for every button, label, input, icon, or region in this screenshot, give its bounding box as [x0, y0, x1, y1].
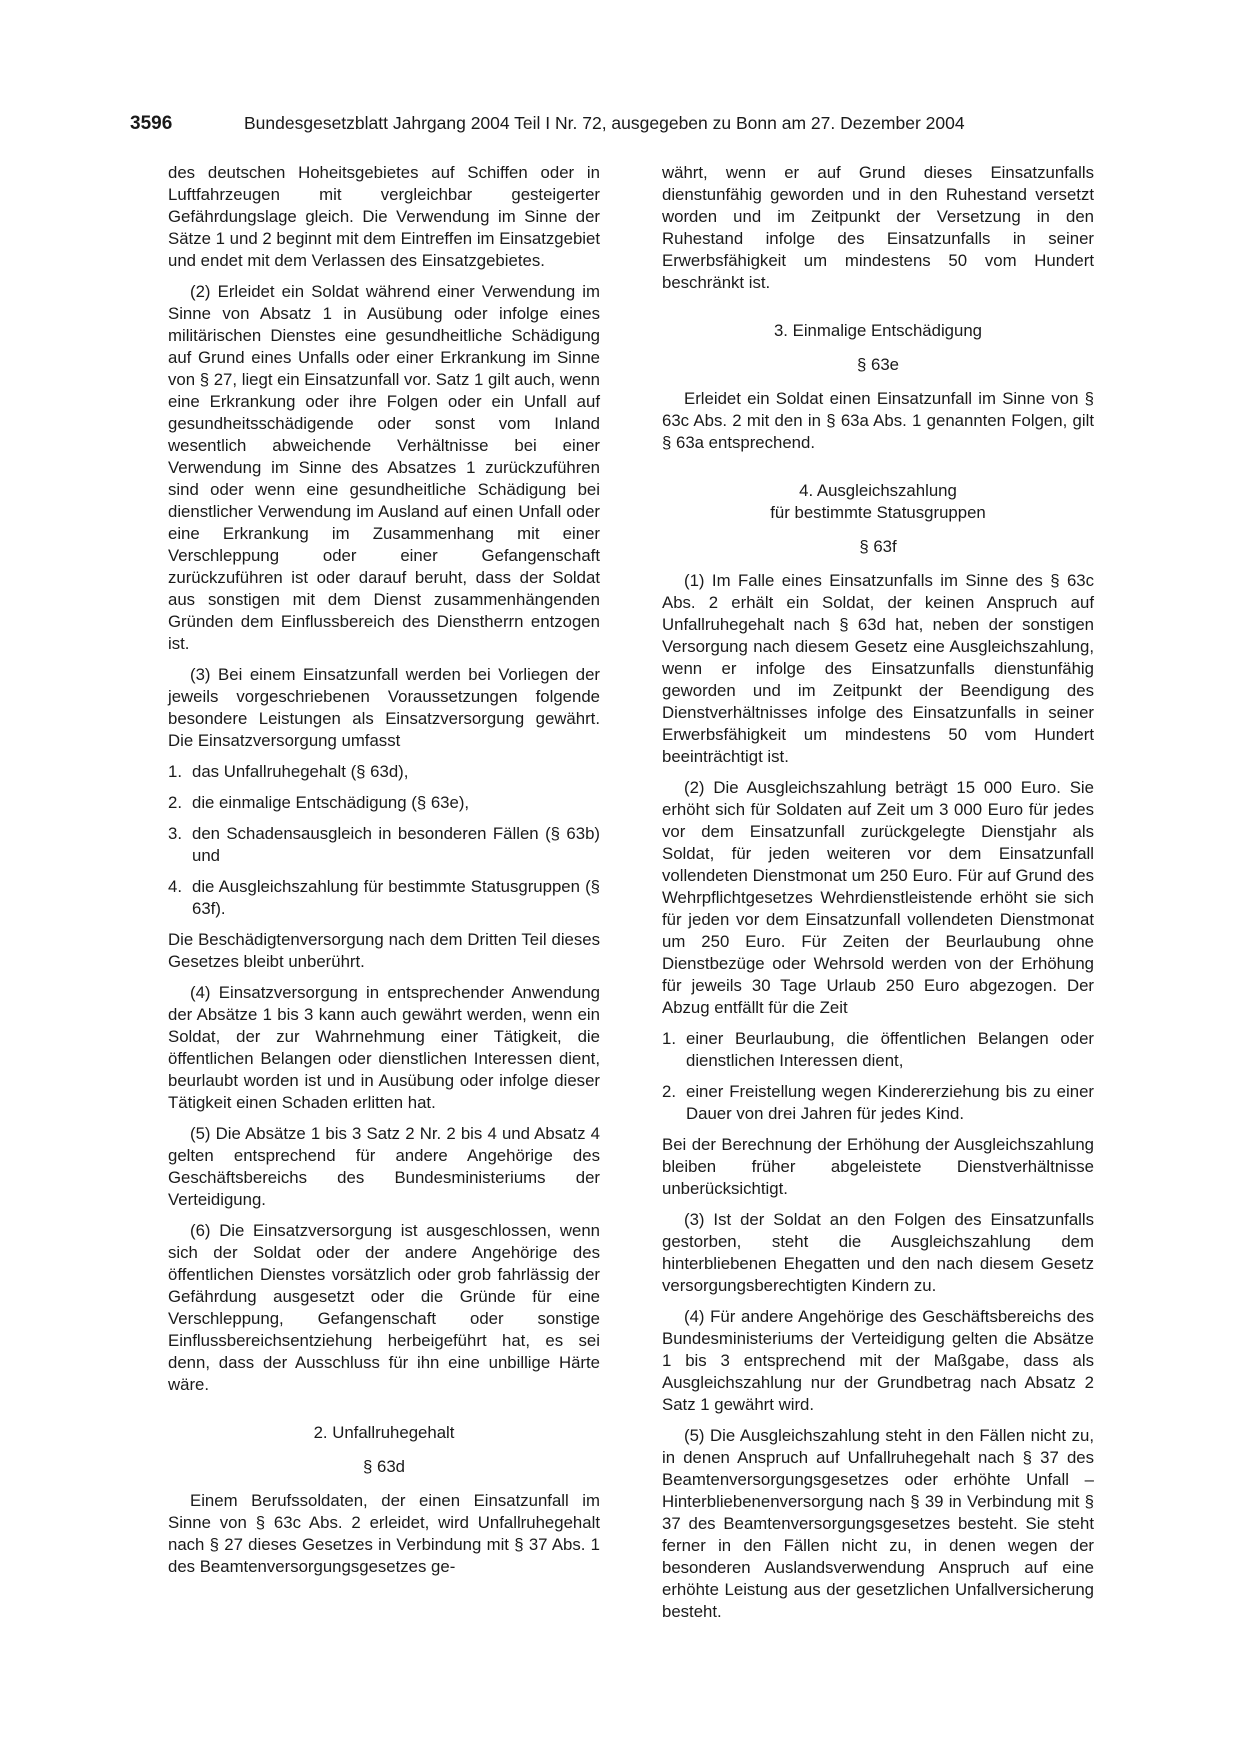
list-item — [168, 761, 600, 783]
list-number: 1. — [168, 762, 182, 781]
list-text: die einmalige Entschädigung (§ 63e), — [192, 793, 470, 812]
section-heading-ausgleichszahlung: 4. Ausgleichszahlung — [799, 481, 957, 500]
paragraph-continued: des deutschen Hoheitsgebietes auf Schiffen oder in Luftfahrzeugen mit vergleichbar gesteigerter Gefährdungslage gleich. Die Verwendung im Sinne der Sätze 1 und 2 beginnt mit dem Eintreffen im Einsatzgebiet und endet mit dem Verlassen des Einsatzgebietes. — [168, 163, 600, 270]
paragraph-3-closing: Die Beschädigtenversorgung nach dem Dritten Teil dieses Gesetzes bleibt unberührt. — [168, 930, 600, 971]
section-number-63f: § 63f — [859, 537, 897, 556]
paragraph-5: (5) Die Absätze 1 bis 3 Satz 2 Nr. 2 bis 4 und Absatz 4 gelten entsprechend für andere Angehörige des Geschäftsbereichs des Bundesministeriums der Verteidigung. — [168, 1124, 600, 1209]
gazette-title: Bundesgesetzblatt Jahrgang 2004 Teil I Nr. 72, ausgegeben zu Bonn am 27. Dezember 2004 — [244, 113, 965, 133]
list-number: 4. — [168, 877, 182, 896]
list-text: den Schadensausgleich in besonderen Fällen (§ 63b) und — [192, 824, 600, 865]
right-column — [662, 162, 1094, 1632]
list-number: 2. — [662, 1082, 676, 1101]
paragraph-4: (4) Einsatzversorgung in entsprechender Anwendung der Absätze 1 bis 3 kann auch gewährt werden, wenn ein Soldat, der zur Wahrnehmung einer Tätigkeit, die öffentlichen Belangen oder dienstlichen Interessen dient, beurlaubt worden ist und in Ausübung oder infolge dieser Tätigkeit einen Schaden erlitten hat. — [168, 983, 600, 1112]
section-heading-statusgruppen: für bestimmte Statusgruppen — [770, 503, 986, 522]
page-header — [130, 108, 1110, 138]
section-number-63e: § 63e — [857, 355, 899, 374]
paragraph-continued: währt, wenn er auf Grund dieses Einsatzunfalls dienstunfähig geworden und in den Ruhestand versetzt worden und im Zeitpunkt der Versetzung in den Ruhestand infolge des Einsatzunfalls in seiner Erwerbsfähigkeit um mindestens 50 vom Hundert beschränkt ist. — [662, 163, 1094, 292]
list-text: einer Freistellung wegen Kindererziehung bis zu einer Dauer von drei Jahren für jedes Kind. — [686, 1082, 1094, 1123]
paragraph-3: (3) Bei einem Einsatzunfall werden bei Vorliegen der jeweils vorgeschriebenen Voraussetzungen folgende besondere Leistungen als Einsatzversorgung gewährt. Die Einsatzversorgung umfasst — [168, 665, 600, 750]
paragraph-63f-4: (4) Für andere Angehörige des Geschäftsbereichs des Bundesministeriums der Verteidigung gelten die Absätze 1 bis 3 entsprechend mit der Maßgabe, dass als Ausgleichszahlung nur der Grundbetrag nach Absatz 2 Satz 1 gewährt wird. — [662, 1307, 1094, 1414]
paragraph-63d: Einem Berufssoldaten, der einen Einsatzunfall im Sinne von § 63c Abs. 2 erleidet, wird Unfallruhegehalt nach § 27 dieses Gesetzes in Verbindung mit § 37 Abs. 1 des Beamtenversorgungsgesetzes ge- — [168, 1491, 600, 1576]
list-item — [662, 1028, 1094, 1072]
paragraph-63f-2: (2) Die Ausgleichszahlung beträgt 15 000 Euro. Sie erhöht sich für Soldaten auf Zeit um 3 000 Euro für jedes vor dem Einsatzunfall zurückgelegte Dienstjahr als Soldat, für jeden weiteren vor dem Einsatzunfall vollendeten Dienstmonat um 250 Euro. Für auf Grund des Wehrpflichtgesetzes Wehrdienstleistende erhöht sie sich für jeden vor dem Einsatzunfall vollendeten Dienstmonat um 250 Euro. Für Zeiten der Beurlaubung ohne Dienstbezüge oder Wehrsold werden von der Erhöhung für jeweils 30 Tage Urlaub 250 Euro abgezogen. Der Abzug entfällt für die Zeit — [662, 778, 1094, 1017]
section-number-63d: § 63d — [363, 1457, 405, 1476]
paragraph-6: (6) Die Einsatzversorgung ist ausgeschlossen, wenn sich der Soldat oder der andere Angehörige des öffentlichen Dienstes vorsätzlich oder grob fahrlässig der Gefährdung ausgesetzt oder die Gründe für eine Verschleppung, Gefangenschaft oder sonstige Einflussbereichsentziehung herbeigeführt hat, es sei denn, dass der Ausschluss für ihn eine unbillige Härte wäre. — [168, 1221, 600, 1394]
list-item — [662, 1081, 1094, 1125]
left-column — [168, 162, 600, 1587]
list-number: 2. — [168, 793, 182, 812]
paragraph-63e: Erleidet ein Soldat einen Einsatzunfall im Sinne von § 63c Abs. 2 mit den in § 63a Abs. 1 genannten Folgen, gilt § 63a entsprechend. — [662, 389, 1094, 452]
list-item — [168, 876, 600, 920]
list-item — [168, 823, 600, 867]
list-text: einer Beurlaubung, die öffentlichen Belangen oder dienstlichen Interessen dient, — [686, 1029, 1094, 1070]
paragraph-63f-1: (1) Im Falle eines Einsatzunfalls im Sinne des § 63c Abs. 2 erhält ein Soldat, der keinen Anspruch auf Unfallruhegehalt nach § 63d hat, neben der sonstigen Versorgung nach diesem Gesetz eine Ausgleichszahlung, wenn er infolge des Einsatzunfalls dienstunfähig geworden und im Zeitpunkt der Beendigung des Dienstverhältnisses infolge des Einsatzunfalls in seiner Erwerbsfähigkeit um mindestens 50 vom Hundert beeinträchtigt ist. — [662, 571, 1094, 766]
list-text: das Unfallruhegehalt (§ 63d), — [192, 762, 409, 781]
list-number: 1. — [662, 1029, 676, 1048]
section-heading-unfallruhegehalt: 2. Unfallruhegehalt — [313, 1423, 455, 1442]
paragraph-63f-3: (3) Ist der Soldat an den Folgen des Einsatzunfalls gestorben, steht die Ausgleichszahlung dem hinterbliebenen Ehegatten und den nach diesem Gesetz versorgungsberechtigten Kindern zu. — [662, 1210, 1094, 1295]
paragraph-63f-2-closing: Bei der Berechnung der Erhöhung der Ausgleichszahlung bleiben früher abgeleistete Dienstverhältnisse unberücksichtigt. — [662, 1135, 1094, 1198]
paragraph-63f-5: (5) Die Ausgleichszahlung steht in den Fällen nicht zu, in denen Anspruch auf Unfallruhegehalt nach § 37 des Beamtenversorgungsgesetzes oder erhöhte Unfall – Hinterbliebenenversorgung nach § 39 in Verbindung mit § 37 des Beamtenversorgungsgesetzes besteht. Sie steht ferner in den Fällen nicht zu, in denen wegen der besonderen Auslandsverwendung Anspruch auf eine erhöhte Leistung aus der gesetzlichen Unfallversicherung besteht. — [662, 1426, 1094, 1621]
list-number: 3. — [168, 824, 182, 843]
section-heading-einmalige-entschaedigung: 3. Einmalige Entschädigung — [773, 321, 983, 340]
list-text: die Ausgleichszahlung für bestimmte Statusgruppen (§ 63f). — [192, 877, 600, 918]
page-number: 3596 — [130, 113, 173, 134]
paragraph-2: (2) Erleidet ein Soldat während einer Verwendung im Sinne von Absatz 1 in Ausübung oder infolge eines militärischen Dienstes eine gesundheitliche Schädigung auf Grund eines Unfalls oder einer Erkrankung im Sinne von § 27, liegt ein Einsatzunfall vor. Satz 1 gilt auch, wenn eine Erkrankung oder ihre Folgen oder ein Unfall auf gesundheitsschädigende oder sonst vom Inland wesentlich abweichende Verhältnisse bei einer Verwendung im Sinne des Absatzes 1 zurückzuführen sind oder wenn eine gesundheitliche Schädigung bei dienstlicher Verwendung im Ausland auf einen Unfall oder eine Erkrankung im Zusammenhang mit einer Verschleppung oder einer Gefangenschaft zurückzuführen ist oder darauf beruht, dass der Soldat aus sonstigen mit dem Dienst zusammenhängenden Gründen dem Einflussbereich des Dienstherrn entzogen ist. — [168, 282, 600, 653]
list-item — [168, 792, 600, 814]
